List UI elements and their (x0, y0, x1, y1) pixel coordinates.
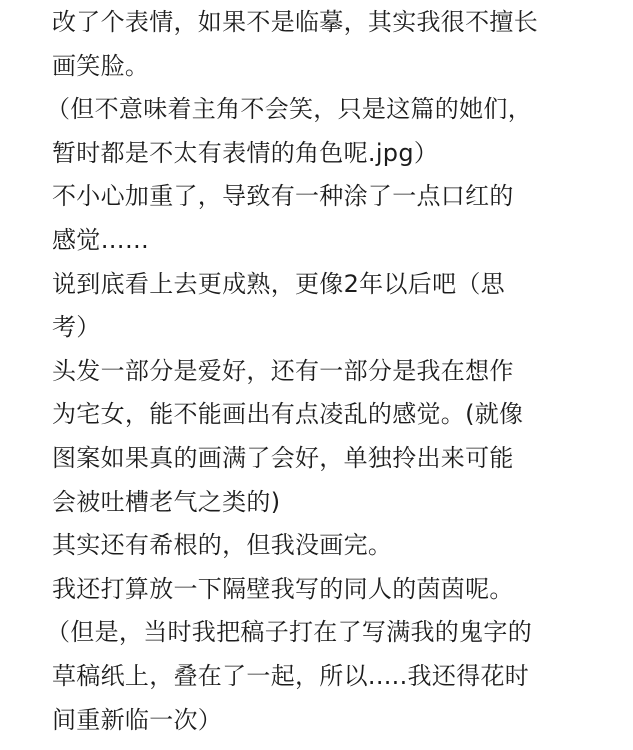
text-line: 草稿纸上，叠在了一起，所以.....我还得花时 (52, 661, 530, 690)
paragraph (52, 263, 612, 350)
text-line: 为宅女，能不能画出有点凌乱的感觉。(就像 (52, 400, 524, 429)
text-line: （但是，当时我把稿子打在了写满我的鬼字的 (46, 618, 532, 647)
paragraph (52, 350, 612, 524)
text-line: 间重新临一次） (52, 705, 223, 734)
text-line: 会被吐槽老气之类的) (52, 487, 281, 516)
text-line: 其实还有希根的，但我没画完。 (52, 531, 393, 560)
text-body (46, 1, 612, 742)
text-line: 考） (52, 313, 101, 342)
text-line: 图案如果真的画满了会好，单独拎出来可能 (52, 443, 514, 472)
text-line: 头发一部分是爱好，还有一部分是我在想作 (52, 356, 514, 385)
paragraph (52, 524, 612, 568)
text-line: 画笑脸。 (52, 51, 150, 80)
text-line: 感觉…… (52, 225, 150, 254)
text-line: 暂时都是不太有表情的角色呢.jpg） (52, 138, 439, 167)
text-line: 改了个表情，如果不是临摹，其实我很不擅长 (52, 8, 538, 36)
paragraph (46, 88, 612, 175)
text-line: 我还打算放一下隔壁我写的同人的茵茵呢。 (52, 574, 514, 603)
paragraph (52, 1, 612, 88)
paragraph (46, 611, 612, 742)
paragraph (52, 175, 612, 262)
paragraph (52, 568, 612, 612)
text-line: （但不意味着主角不会笑，只是这篇的她们， (46, 95, 532, 124)
text-line: 不小心加重了，导致有一种涂了一点口红的 (52, 182, 514, 211)
text-line: 说到底看上去更成熟，更像2年以后吧（思 (52, 269, 505, 298)
